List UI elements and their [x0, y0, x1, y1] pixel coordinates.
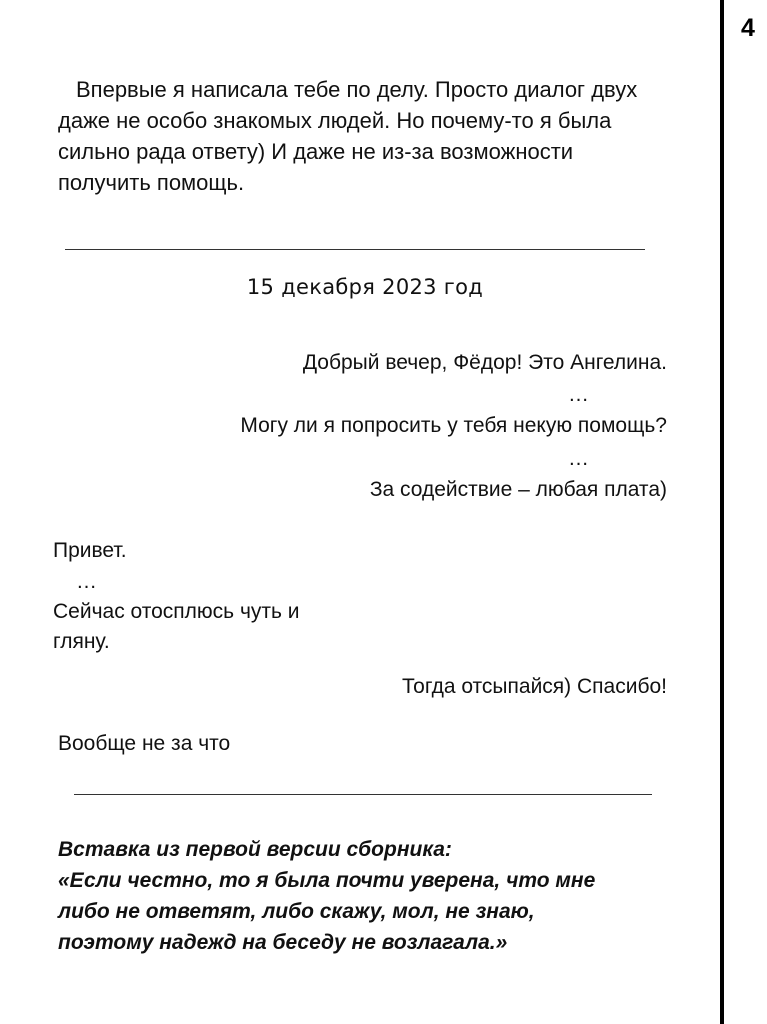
message-outgoing: Тогда отсыпайся) Спасибо! — [401, 675, 667, 698]
message-outgoing: Добрый вечер, Фёдор! Это Ангелина. — [302, 351, 667, 374]
date-heading: 15 декабря 2023 год — [246, 275, 484, 299]
intro-line: получить помощь. — [58, 170, 245, 195]
divider-line-bottom — [74, 794, 652, 795]
message-incoming: гляну. — [53, 630, 110, 653]
intro-paragraph — [58, 74, 698, 198]
intro-line: сильно рада ответу) И даже не из-за возможности — [58, 139, 574, 164]
intro-line: даже не особо знакомых людей. Но почему-то я была — [58, 108, 612, 133]
page-right-border — [720, 0, 724, 1024]
intro-line: Впервые я написала тебе по делу. Просто диалог двух — [76, 77, 638, 102]
insert-line: либо не ответят, либо скажу, мол, не знаю, — [58, 900, 535, 923]
insert-line: Вставка из первой версии сборника: — [58, 838, 452, 861]
message-incoming: Вообще не за что — [58, 732, 231, 755]
ellipsis: … — [568, 447, 589, 470]
ellipsis: … — [76, 570, 97, 593]
message-outgoing: За содействие – любая плата) — [369, 478, 667, 501]
message-outgoing: Могу ли я попросить у тебя некую помощь? — [240, 414, 667, 437]
insert-line: поэтому надежд на беседу не возлагала.» — [58, 931, 508, 954]
insert-quote — [58, 834, 698, 958]
page-number: 4 — [741, 14, 755, 42]
divider-line-top — [65, 249, 645, 250]
ellipsis: … — [568, 383, 589, 406]
insert-line: «Если честно, то я была почти уверена, что мне — [58, 869, 596, 892]
message-incoming: Привет. — [53, 539, 127, 562]
message-incoming: Сейчас отосплюсь чуть и — [53, 600, 300, 623]
